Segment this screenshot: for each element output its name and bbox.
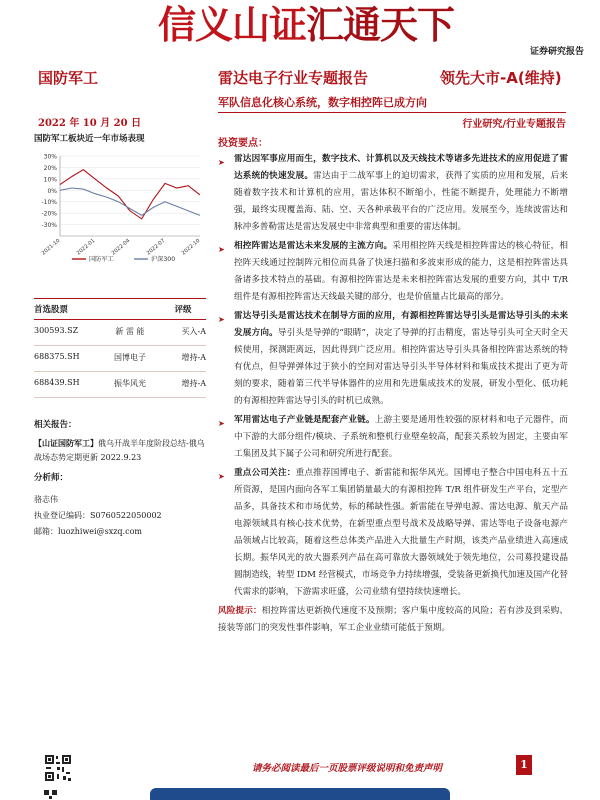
- slogan: [158, 0, 454, 49]
- y-tick-label: 0%: [47, 187, 57, 195]
- stock-code: 688439.SH: [34, 378, 80, 387]
- analyst-email[interactable]: 邮箱：luozhiwei@sxzq.com: [34, 527, 142, 536]
- key-point-text: 上游主要是通用性较强的原材料和电子元器件，而中下游的大部分组件/模块、子系统和整机行业壁垒较高，配套关系较为固定，主要由军工集团及其下属子公司和研究所进行配套。: [234, 415, 568, 459]
- stock-name: 振华风光: [114, 379, 146, 388]
- legend-label: 沪深300: [151, 256, 176, 263]
- date-row: [0, 112, 600, 130]
- stock-code: 300593.SZ: [34, 326, 79, 335]
- x-tick-label: 2021-10: [40, 237, 62, 257]
- key-point: [218, 308, 568, 410]
- stock-name: 新 雷 能: [115, 327, 145, 336]
- footer-banner-strip: [150, 788, 450, 800]
- risk-warning: [218, 603, 568, 637]
- stock-table: [34, 298, 206, 398]
- report-category: 行业研究/行业专题报告: [462, 119, 566, 130]
- key-point: [218, 465, 568, 601]
- performance-section: [34, 132, 206, 266]
- arrow-bullet-icon: ➤: [218, 158, 225, 167]
- slogan-part2: 汇通天下: [306, 2, 455, 47]
- analyst-section: [34, 470, 206, 540]
- y-tick-label: 10%: [43, 176, 57, 184]
- stock-table-header: [34, 298, 206, 320]
- arrow-bullet-icon: ➤: [218, 315, 225, 324]
- key-point: [218, 151, 568, 236]
- key-point: [218, 412, 568, 463]
- related-report-link[interactable]: [34, 436, 206, 465]
- report-subtitle: 军队信息化核心系统，数字相控阵已成方向: [218, 96, 427, 109]
- risk-text: 相控阵雷达更新换代速度不及预期；客户集中度较高的风险；若有涉及到采购、接装等部门的突发性事件影响，军工企业业绩可能低于预期。: [218, 606, 568, 633]
- risk-label: 风险提示：: [218, 606, 262, 616]
- x-tick-label: 2022-10: [180, 237, 202, 257]
- key-point-text: 重点推荐国博电子、新雷能和振华风光。国博电子整合中国电科五十五所资源，是国内面向各军工集团销量最大的有源相控阵 T/R 组件研发生产平台，定型产品多，具备技术和市场优势，标的稀缺性强。新雷能在导弹电源、雷达电源、航天产品电源领域具有核心技术优势，在新型重点型号战术及战略导弹、雷达等电子设备电源产品领域占比较高，随着这些总体类产品进入大批量生产时期，该类产品业绩进入高速成长期。振华风光的放大器系列产品在高可靠放大器领域处于领先地位，公司募投建设晶圆制造线，转型 IDM 经营模式，市场竞争力持续增强，受装备更新换代加速及国产化替代需求的影响，下游需求旺盛，公司业绩有望持续快速增长。: [234, 468, 568, 597]
- header-banner: [0, 0, 600, 62]
- footer: [0, 752, 600, 800]
- industry-rating: 领先大市-A(维持): [440, 69, 562, 87]
- page-number: 1: [516, 755, 532, 775]
- series-line-sector: [60, 170, 200, 219]
- analyst-label: 分析师：: [34, 473, 69, 483]
- key-point-heading: 相控阵雷达是雷达未来发展的主流方向。: [234, 241, 393, 251]
- section-title: 投资要点：: [218, 138, 268, 149]
- key-point-text: 导引头是导弹的“眼睛”，决定了导弹的打击精度，雷达导引头可全天时全天候使用，探测距离远，因此得到广泛应用。相控阵雷达导引头具备相控阵雷达系统的特有优点，但导弹弹体过于狭小的空间对雷达导引头半导体材料和集成技术提出了更为苛刻的要求，随着第三代半导体器件的应用和先进集成技术的发展，研发小型化、低功耗的有源相控阵雷达导引头的时机已成熟。: [234, 328, 568, 406]
- key-point-text: 雷达由于二战军事上的迫切需求，获得了实质的应用和发展，后来随着数字技术和计算机的应用，雷达体积不断缩小，性能不断提升，处理能力不断增强，最终实现覆盖海、陆、空、天各种承载平台的广泛应用。发展至今，连续波雷达和脉冲多普勒雷达是雷达发展史中非常典型和重要的雷达体制。: [234, 171, 568, 232]
- qr-code-icon: [44, 754, 72, 782]
- table-row: [34, 346, 206, 372]
- key-point-heading: 重点公司关注：: [234, 468, 296, 478]
- x-tick-label: 2022-07: [145, 237, 167, 257]
- disclaimer-notice: 请务必阅读最后一页股票评级说明和免责声明: [252, 763, 443, 774]
- legend-label: 国防军工: [89, 256, 114, 263]
- key-point-heading: 雷达导引头是雷达技术在制导方面的应用，有源相控阵雷达导引头是雷达导引头的未来发展方向。: [234, 311, 568, 338]
- analyst-license: 执业登记编码：S0760522050002: [34, 511, 162, 520]
- qr-code-small-icon: [44, 790, 58, 800]
- report-date: 2022 年 10 月 20 日: [38, 118, 142, 129]
- performance-chart: [34, 148, 206, 266]
- industry-label: 国防军工: [38, 69, 99, 87]
- performance-chart-svg: [34, 148, 206, 266]
- y-tick-label: -10%: [41, 199, 57, 207]
- key-point-heading: 军用雷达电子产业链是配套产业链。: [234, 415, 375, 425]
- stock-rating: 增持-A: [181, 379, 206, 388]
- stock-rating: 买入-A: [181, 327, 206, 336]
- performance-title: 国防军工板块近一年市场表现: [34, 134, 145, 144]
- x-tick-label: 2022-04: [110, 237, 132, 257]
- stock-code: 688375.SH: [34, 352, 80, 361]
- y-tick-label: -20%: [41, 210, 57, 218]
- key-point-heading: 雷达因军事应用而生，数字技术、计算机以及天线技术等诸多先进技术的应用促进了雷达系统的快速发展。: [234, 154, 568, 181]
- header-name: [100, 303, 160, 315]
- y-tick-label: 20%: [43, 164, 57, 172]
- stock-rating: 增持-A: [181, 353, 206, 362]
- analyst-name: 骆志伟: [34, 495, 58, 504]
- related-reports: [34, 418, 206, 465]
- stock-name: 国博电子: [114, 353, 146, 362]
- table-row: [34, 320, 206, 346]
- arrow-bullet-icon: ➤: [218, 419, 225, 428]
- y-tick-label: -30%: [41, 222, 57, 230]
- header-stock: 首选股票: [34, 305, 69, 315]
- report-type: 证券研究报告: [529, 47, 584, 57]
- key-point: [218, 238, 568, 306]
- y-tick-label: 30%: [43, 153, 57, 161]
- arrow-bullet-icon: ➤: [218, 472, 225, 481]
- header-rating: 评级: [174, 305, 192, 315]
- report-title: 雷达电子行业专题报告: [218, 69, 369, 87]
- title-row: [0, 62, 600, 92]
- x-tick-label: 2022-01: [75, 237, 97, 257]
- arrow-bullet-icon: ➤: [218, 245, 225, 254]
- related-report-title: 【山证国防军工】: [34, 438, 98, 448]
- related-report-text: 俄乌开战半年度阶段总结-俄乌战场态势定期更新 2022.9.23: [34, 439, 205, 462]
- related-label: 相关报告：: [34, 420, 77, 430]
- key-point-text: 采用相控阵天线是相控阵雷达的核心特征，相控阵天线通过控制阵元相位而具备了快速扫描和多波束形成的能力，这是相控阵雷达具备诸多技术特点的基础。有源相控阵雷达是未来相控阵雷达发展的重要方向，其中 T/R 组件是有源相控阵雷达天线最关键的部分，也是价值量占比最高的部分。: [234, 241, 568, 302]
- slogan-part1: 信义山证: [158, 2, 307, 47]
- main-content: [218, 134, 568, 637]
- table-row: [34, 372, 206, 398]
